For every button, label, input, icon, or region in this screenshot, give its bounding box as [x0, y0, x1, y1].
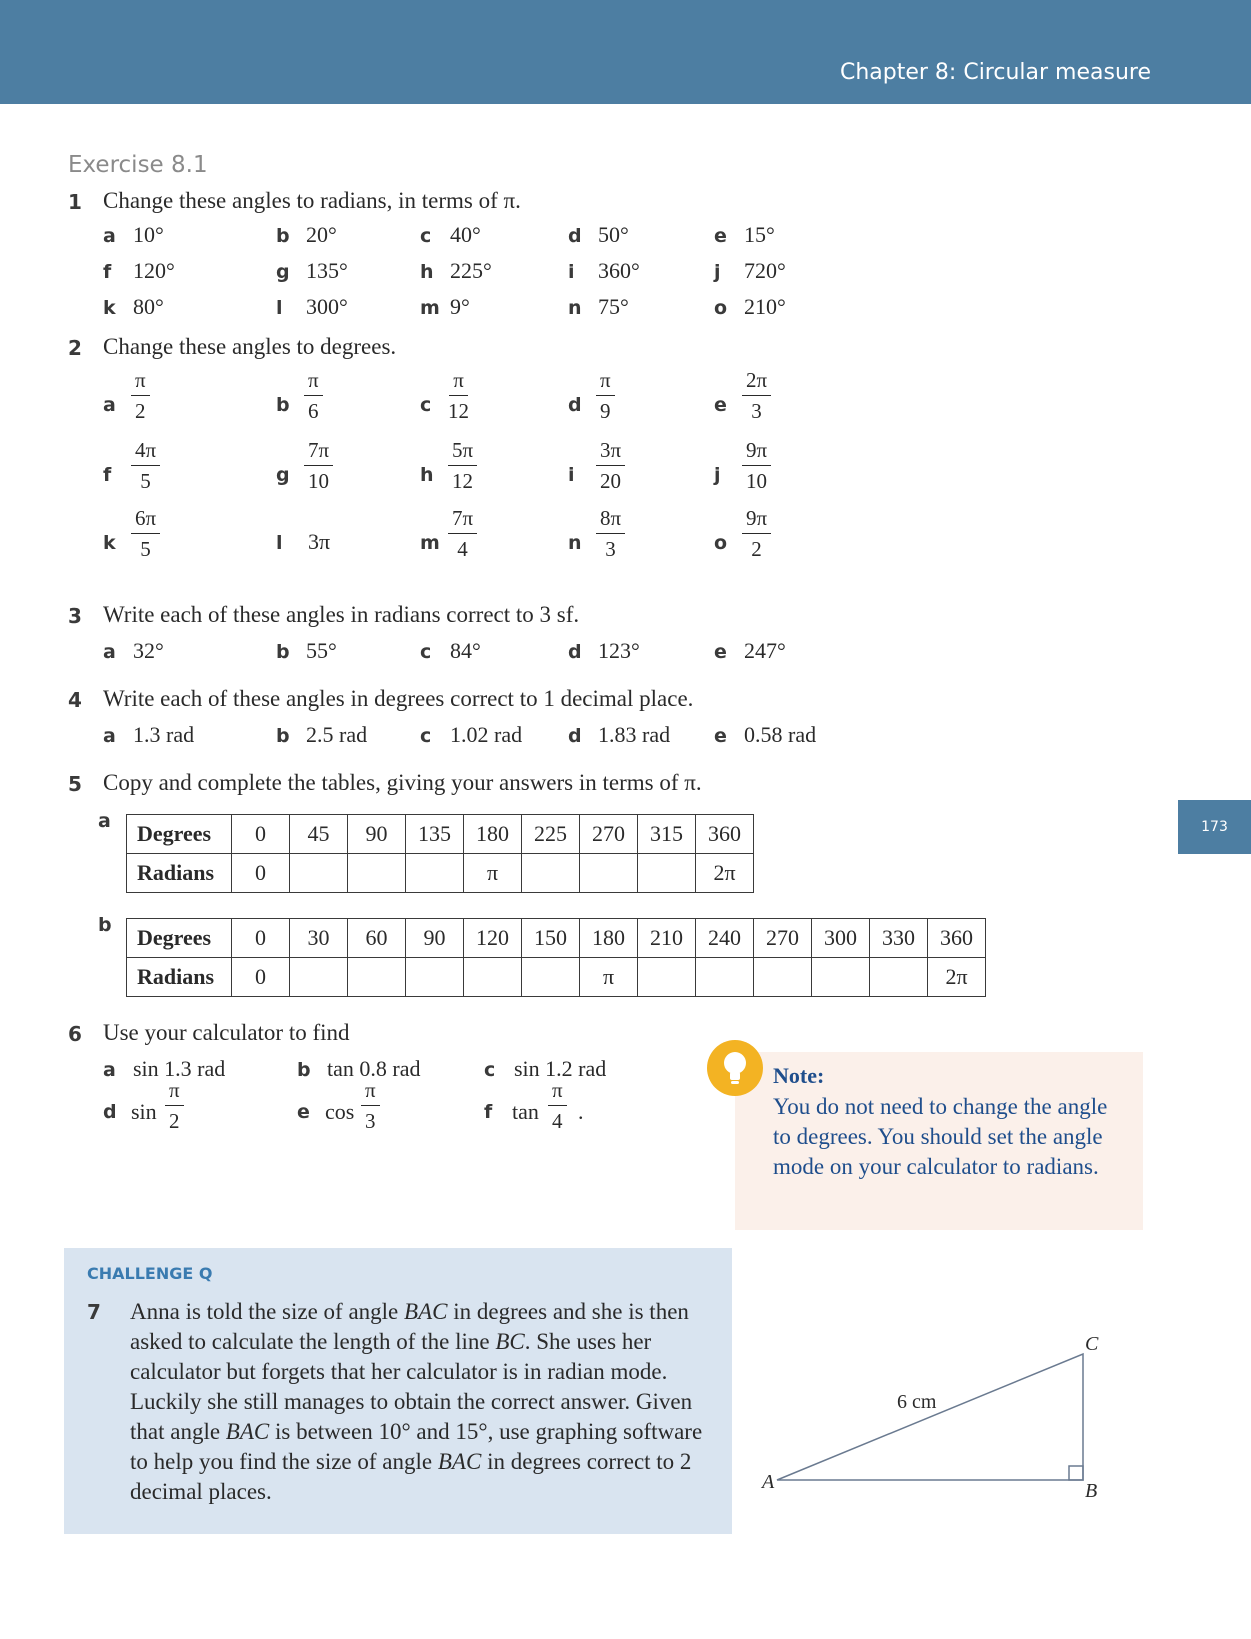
- challenge-text-part: Anna is told the size of angle: [130, 1299, 405, 1324]
- table-cell: 2π: [696, 854, 754, 893]
- row-header: Radians: [127, 854, 232, 893]
- denominator: 20: [600, 469, 622, 493]
- radians-row: [127, 958, 986, 997]
- part-value: 32°: [133, 638, 164, 663]
- numerator: π: [449, 370, 468, 396]
- question-number: 5: [68, 772, 82, 796]
- part-value: 123°: [598, 638, 640, 663]
- denominator: 10: [746, 469, 768, 493]
- note-title: Note:: [773, 1063, 825, 1088]
- table-a-label: a: [98, 810, 111, 832]
- question-number: 7: [87, 1300, 101, 1324]
- denominator: 3: [365, 1109, 376, 1133]
- table-cell: 0: [232, 919, 290, 958]
- table-cell: 210: [638, 919, 696, 958]
- part-label: d: [103, 1101, 117, 1123]
- denominator: 3: [751, 399, 762, 423]
- part-item: [103, 222, 164, 248]
- part-item: [103, 294, 164, 320]
- table-cell: 90: [406, 919, 464, 958]
- part-value: 2.5 rad: [306, 722, 368, 747]
- part-label: b: [276, 225, 290, 247]
- denominator: 2: [169, 1109, 180, 1133]
- fraction: [596, 440, 625, 492]
- part-item: [568, 638, 640, 664]
- part-label: b: [276, 641, 290, 663]
- part-item: [568, 294, 629, 320]
- function-name: sin: [131, 1099, 157, 1124]
- table-cell: 225: [522, 815, 580, 854]
- part-item: [420, 440, 560, 510]
- hypotenuse-label: 6 cm: [897, 1391, 937, 1413]
- question-5: [68, 772, 82, 796]
- table-cell: 240: [696, 919, 754, 958]
- denominator: 12: [448, 399, 469, 423]
- denominator: 2: [135, 399, 146, 423]
- part-value: 210°: [744, 294, 786, 319]
- part-value: 1.3 rad: [133, 722, 195, 747]
- part-value: sin 1.2 rad: [514, 1056, 607, 1081]
- fraction: [165, 1080, 184, 1132]
- denominator: 9: [600, 399, 611, 423]
- line-name: BC: [495, 1329, 525, 1354]
- table-cell: 0: [232, 815, 290, 854]
- numerator: 2π: [742, 370, 771, 396]
- part-label: k: [103, 532, 116, 554]
- conversion-table-a: [126, 814, 754, 893]
- part-item: [714, 440, 854, 510]
- fraction: [742, 370, 771, 422]
- table-cell: 45: [290, 815, 348, 854]
- part-label: f: [484, 1101, 493, 1123]
- fraction: [548, 1080, 567, 1132]
- numerator: π: [361, 1080, 380, 1106]
- part-value: 225°: [450, 258, 492, 283]
- table-cell: [290, 958, 348, 997]
- part-label: e: [714, 225, 727, 247]
- numerator: π: [131, 370, 150, 396]
- table-cell: π: [580, 958, 638, 997]
- challenge-text-part: is between 10° and 15°, use graphing software to help you find the size of angle: [130, 1419, 703, 1474]
- denominator: 5: [140, 469, 151, 493]
- row-header: Degrees: [127, 919, 232, 958]
- question-5-text: Copy and complete the tables, giving your answers in terms of π.: [103, 770, 702, 795]
- vertex-c-label: C: [1085, 1333, 1099, 1355]
- part-item: [276, 508, 416, 578]
- table-cell: [406, 854, 464, 893]
- numerator: π: [165, 1080, 184, 1106]
- function-name: cos: [325, 1099, 355, 1124]
- part-value: 360°: [598, 258, 640, 283]
- part-label: e: [714, 394, 727, 416]
- part-label: l: [276, 297, 283, 319]
- fraction: [448, 440, 477, 492]
- table-cell: [638, 854, 696, 893]
- part-label: d: [568, 641, 582, 663]
- table-cell: 0: [232, 854, 290, 893]
- triangle-diagram: [740, 1320, 1120, 1500]
- table-cell: [522, 958, 580, 997]
- numerator: π: [304, 370, 323, 396]
- question-1-text: Change these angles to radians, in terms of π.: [103, 188, 521, 213]
- part-item: [420, 508, 560, 578]
- exercise-title: Exercise 8.1: [68, 152, 208, 178]
- question-4: [68, 688, 82, 712]
- challenge-title: CHALLENGE Q: [87, 1264, 213, 1283]
- degrees-row: [127, 919, 986, 958]
- fraction: [742, 508, 771, 560]
- part-label: a: [103, 394, 116, 416]
- part-value: 120°: [133, 258, 175, 283]
- part-item: [714, 294, 786, 320]
- part-value: 247°: [744, 638, 786, 663]
- numerator: 5π: [448, 440, 477, 466]
- fraction: [131, 370, 150, 422]
- part-item: [103, 508, 243, 578]
- denominator: 3: [605, 537, 616, 561]
- numerator: 7π: [304, 440, 333, 466]
- chapter-title: Chapter 8: Circular measure: [839, 60, 1151, 85]
- question-4-text: Write each of these angles in degrees correct to 1 decimal place.: [103, 686, 694, 711]
- table-cell: 180: [464, 815, 522, 854]
- table-cell: [348, 958, 406, 997]
- part-label: a: [103, 225, 116, 247]
- part-item: [276, 722, 367, 748]
- numerator: 9π: [742, 508, 771, 534]
- punctuation: .: [578, 1099, 584, 1124]
- part-label: c: [420, 641, 432, 663]
- part-label: d: [568, 394, 582, 416]
- table-cell: [696, 958, 754, 997]
- table-cell: 0: [232, 958, 290, 997]
- part-item: [568, 722, 670, 748]
- part-value: 300°: [306, 294, 348, 319]
- part-item: [568, 222, 629, 248]
- part-item: [420, 294, 470, 320]
- table-cell: 90: [348, 815, 406, 854]
- fraction: [131, 440, 160, 492]
- part-item: [714, 258, 786, 284]
- table-cell: [406, 958, 464, 997]
- part-item: [297, 1056, 420, 1082]
- part-label: f: [103, 464, 112, 486]
- part-label: d: [568, 725, 582, 747]
- part-label: o: [714, 532, 728, 554]
- part-label: n: [568, 297, 582, 319]
- part-item: [276, 370, 416, 440]
- part-item: [103, 440, 243, 510]
- table-cell: 135: [406, 815, 464, 854]
- angle-name: BAC: [225, 1419, 270, 1444]
- numerator: π: [548, 1080, 567, 1106]
- numerator: 8π: [596, 508, 625, 534]
- lightbulb-icon: [707, 1040, 763, 1096]
- part-label: b: [297, 1059, 311, 1081]
- part-value: 55°: [306, 638, 337, 663]
- question-3: [68, 604, 82, 628]
- table-b-label: b: [98, 914, 112, 936]
- part-label: g: [276, 261, 290, 283]
- challenge-text-part: in degrees correct to 2 decimal places.: [130, 1449, 692, 1504]
- table-cell: 180: [580, 919, 638, 958]
- part-item: [103, 370, 243, 440]
- radians-row: [127, 854, 754, 893]
- note-text: You do not need to change the angle to degrees. You should set the angle mode on your calculator to radians.: [773, 1094, 1108, 1179]
- part-label: l: [276, 532, 283, 554]
- table-cell: [812, 958, 870, 997]
- part-item: [276, 294, 348, 320]
- part-value: 84°: [450, 638, 481, 663]
- row-header: Degrees: [127, 815, 232, 854]
- denominator: 2: [751, 537, 762, 561]
- denominator: 4: [457, 537, 468, 561]
- table-cell: 330: [870, 919, 928, 958]
- part-item: [103, 638, 164, 664]
- part-item: [568, 258, 640, 284]
- part-label: k: [103, 297, 116, 319]
- denominator: 5: [140, 537, 151, 561]
- table-cell: 270: [580, 815, 638, 854]
- part-item: [276, 222, 337, 248]
- vertex-b-label: B: [1085, 1480, 1098, 1500]
- fraction: [131, 508, 160, 560]
- right-angle-marker: [1069, 1466, 1083, 1480]
- part-label: a: [103, 641, 116, 663]
- part-item: [420, 722, 522, 748]
- function-name: tan: [512, 1099, 539, 1124]
- table-cell: [464, 958, 522, 997]
- question-number: 6: [68, 1022, 82, 1046]
- part-value: 15°: [744, 222, 775, 247]
- part-label: e: [714, 725, 727, 747]
- part-label: a: [103, 725, 116, 747]
- part-value: 80°: [133, 294, 164, 319]
- fraction: [596, 508, 625, 560]
- part-label: m: [420, 297, 440, 319]
- part-value: 10°: [133, 222, 164, 247]
- part-label: d: [568, 225, 582, 247]
- part-value: 9°: [450, 294, 470, 319]
- part-item: [420, 638, 481, 664]
- row-header: Radians: [127, 958, 232, 997]
- part-item: [103, 1056, 225, 1082]
- question-2: [68, 336, 82, 360]
- part-value: 720°: [744, 258, 786, 283]
- chapter-banner: [0, 0, 1251, 104]
- part-value: 75°: [598, 294, 629, 319]
- part-label: c: [420, 225, 432, 247]
- part-value: 50°: [598, 222, 629, 247]
- part-label: i: [568, 261, 575, 283]
- numerator: 7π: [448, 508, 477, 534]
- part-item: [714, 722, 816, 748]
- denominator: 12: [452, 469, 474, 493]
- part-item: [714, 222, 775, 248]
- conversion-table-b: [126, 918, 986, 997]
- table-cell: [348, 854, 406, 893]
- part-label: b: [276, 725, 290, 747]
- part-item: [103, 258, 175, 284]
- part-item: [276, 638, 337, 664]
- table-cell: [754, 958, 812, 997]
- part-label: c: [484, 1059, 496, 1081]
- denominator: 6: [308, 399, 319, 423]
- part-item: [420, 370, 560, 440]
- numerator: 4π: [131, 440, 160, 466]
- part-label: n: [568, 532, 582, 554]
- part-value: 20°: [306, 222, 337, 247]
- fraction: [596, 370, 615, 422]
- part-label: f: [103, 261, 112, 283]
- degrees-row: [127, 815, 754, 854]
- part-label: m: [420, 532, 440, 554]
- part-label: e: [714, 641, 727, 663]
- part-value: 1.02 rad: [450, 722, 523, 747]
- part-label: e: [297, 1101, 310, 1123]
- fraction: [448, 508, 477, 560]
- part-label: h: [420, 464, 434, 486]
- part-value: 40°: [450, 222, 481, 247]
- table-cell: 60: [348, 919, 406, 958]
- question-number: 2: [68, 336, 82, 360]
- part-item: [103, 1080, 253, 1150]
- question-7: [87, 1300, 101, 1324]
- part-item: [568, 370, 708, 440]
- question-6: [68, 1022, 82, 1046]
- table-cell: [638, 958, 696, 997]
- part-value: tan 0.8 rad: [327, 1056, 421, 1081]
- table-cell: 315: [638, 815, 696, 854]
- part-value: sin 1.3 rad: [133, 1056, 226, 1081]
- angle-name: BAC: [437, 1449, 482, 1474]
- numerator: 3π: [596, 440, 625, 466]
- angle-name: BAC: [404, 1299, 448, 1324]
- challenge-text-part: . She uses her calculator but forgets that her calculator is in radian mode. Luckily she still manages to obtain the correct answer. Given that angle: [130, 1329, 693, 1444]
- part-label: j: [714, 261, 721, 283]
- part-item: [714, 638, 786, 664]
- table-cell: [580, 854, 638, 893]
- table-cell: 360: [928, 919, 986, 958]
- part-label: h: [420, 261, 434, 283]
- table-cell: [870, 958, 928, 997]
- fraction: [742, 440, 771, 492]
- table-cell: 30: [290, 919, 348, 958]
- part-item: [276, 440, 416, 510]
- numerator: π: [596, 370, 615, 396]
- part-label: c: [420, 725, 432, 747]
- vertex-a-label: A: [762, 1471, 775, 1493]
- part-value: 0.58 rad: [744, 722, 817, 747]
- part-label: b: [276, 394, 290, 416]
- fraction: [361, 1080, 380, 1132]
- triangle-abc: [777, 1354, 1083, 1480]
- question-number: 4: [68, 688, 82, 712]
- denominator: 10: [308, 469, 330, 493]
- part-label: j: [714, 464, 721, 486]
- question-number: 1: [68, 190, 82, 214]
- part-item: [568, 440, 708, 510]
- table-cell: π: [464, 854, 522, 893]
- part-item: [420, 222, 481, 248]
- question-number: 3: [68, 604, 82, 628]
- part-label: c: [420, 394, 432, 416]
- part-label: o: [714, 297, 728, 319]
- part-value: 1.83 rad: [598, 722, 671, 747]
- challenge-text: [130, 1297, 720, 1507]
- table-cell: 270: [754, 919, 812, 958]
- denominator: 4: [552, 1109, 563, 1133]
- fraction: [448, 370, 469, 422]
- table-cell: 300: [812, 919, 870, 958]
- part-item: [276, 258, 348, 284]
- part-value: 135°: [306, 258, 348, 283]
- fraction: [304, 440, 333, 492]
- question-6-text: Use your calculator to find: [103, 1020, 350, 1045]
- part-item: [103, 722, 194, 748]
- page-number-tab: [1178, 800, 1251, 854]
- page-number: 173: [1201, 819, 1228, 835]
- part-item: [420, 258, 492, 284]
- part-item: [484, 1080, 634, 1150]
- question-3-text: Write each of these angles in radians correct to 3 sf.: [103, 602, 580, 627]
- table-cell: [522, 854, 580, 893]
- part-label: a: [103, 1059, 116, 1081]
- part-item: [484, 1056, 606, 1082]
- table-cell: 150: [522, 919, 580, 958]
- part-item: [568, 508, 708, 578]
- part-value: 3π: [308, 529, 331, 554]
- part-item: [714, 370, 854, 440]
- part-item: [297, 1080, 447, 1150]
- table-cell: 360: [696, 815, 754, 854]
- question-1: [68, 190, 82, 214]
- part-label: g: [276, 464, 290, 486]
- fraction: [304, 370, 323, 422]
- part-label: i: [568, 464, 575, 486]
- table-cell: 120: [464, 919, 522, 958]
- question-2-text: Change these angles to degrees.: [103, 334, 397, 359]
- numerator: 6π: [131, 508, 160, 534]
- challenge-text-part: in degrees and she is then asked to calculate the length of the line: [130, 1299, 689, 1354]
- numerator: 9π: [742, 440, 771, 466]
- part-item: [714, 508, 854, 578]
- table-cell: 2π: [928, 958, 986, 997]
- table-cell: [290, 854, 348, 893]
